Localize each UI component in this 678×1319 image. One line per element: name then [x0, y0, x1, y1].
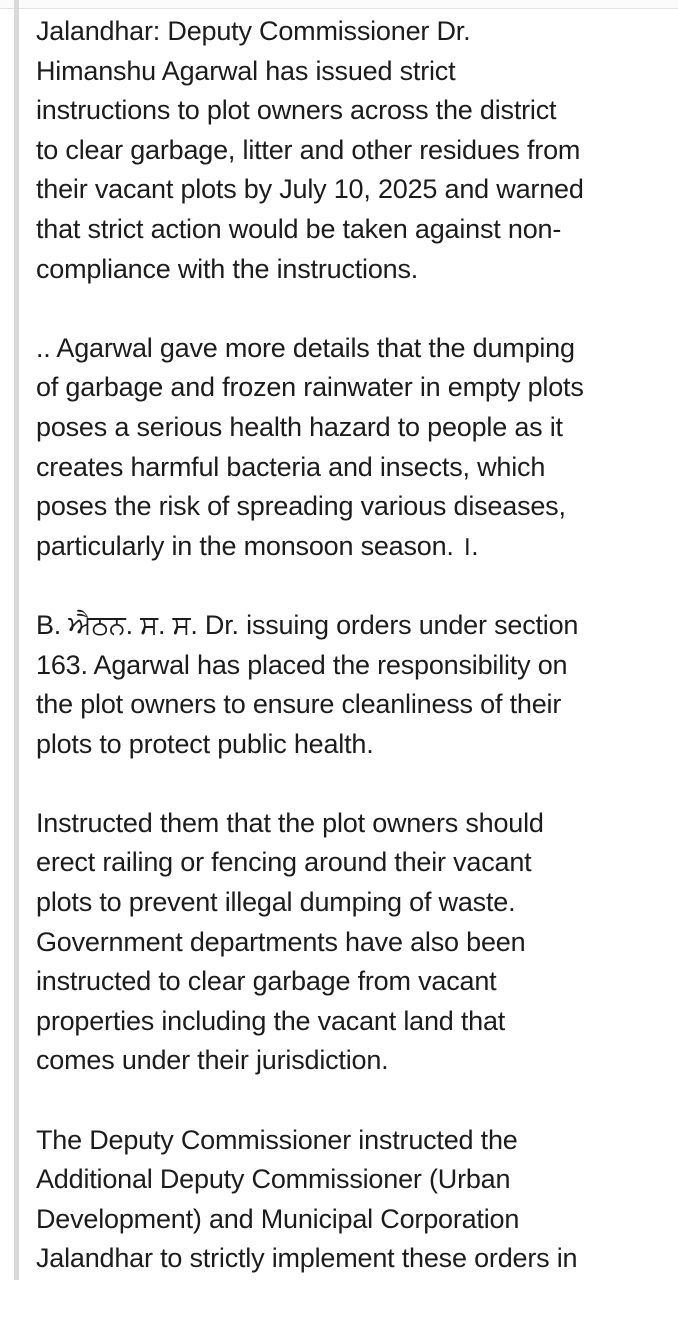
text-line: instructions to plot owners across the district [36, 95, 557, 126]
text-line: Additional Deputy Commissioner (Urban [36, 1164, 511, 1195]
text-line: Government departments have also been [36, 926, 526, 957]
text-line: erect railing or fencing around their vacant [36, 847, 532, 878]
paragraph-4 [36, 804, 666, 1081]
quote-rule [14, 0, 19, 1280]
text-line: The Deputy Commissioner instructed the [36, 1124, 518, 1155]
paragraph-5 [36, 1121, 666, 1279]
text-line: B. ਐਠਨ. ਸ. ਸ. Dr. issuing orders under section [36, 609, 579, 640]
article-body [36, 12, 666, 1319]
text-line: the plot owners to ensure cleanliness of their [36, 689, 562, 720]
text-line: Development) and Municipal Corporation [36, 1203, 520, 1234]
text-line: Himanshu Agarwal has issued strict [36, 55, 456, 86]
text-line: their vacant plots by July 10, 2025 and warned [36, 174, 584, 205]
text-line: Jalandhar to strictly implement these orders in [36, 1243, 578, 1274]
text-line: compliance with the instructions. [36, 253, 419, 284]
text-line: plots to protect public health. [36, 728, 374, 759]
paragraph-3 [36, 606, 666, 764]
paragraph-2 [36, 329, 666, 567]
text-line: that strict action would be taken against non- [36, 213, 562, 244]
text-line: instructed to clear garbage from vacant [36, 966, 497, 997]
text-line: poses the risk of spreading various diseases, [36, 491, 566, 522]
text-line: particularly in the monsoon season. ।. [36, 530, 479, 561]
text-line: .. Agarwal gave more details that the dumping [36, 332, 575, 363]
text-line: creates harmful bacteria and insects, which [36, 451, 546, 482]
text-line: of garbage and frozen rainwater in empty plots [36, 372, 584, 403]
text-line: comes under their jurisdiction. [36, 1045, 389, 1076]
text-line: 163. Agarwal has placed the responsibility on [36, 649, 568, 680]
top-border [0, 0, 678, 9]
text-line: properties including the vacant land that [36, 1005, 506, 1036]
text-line: Jalandhar: Deputy Commissioner Dr. [36, 16, 471, 46]
text-line: poses a serious health hazard to people as it [36, 411, 563, 442]
text-line: Instructed them that the plot owners should [36, 807, 544, 838]
text-line: plots to prevent illegal dumping of waste. [36, 887, 516, 918]
text-line: to clear garbage, litter and other residues from [36, 134, 581, 165]
paragraph-1 [36, 12, 666, 289]
